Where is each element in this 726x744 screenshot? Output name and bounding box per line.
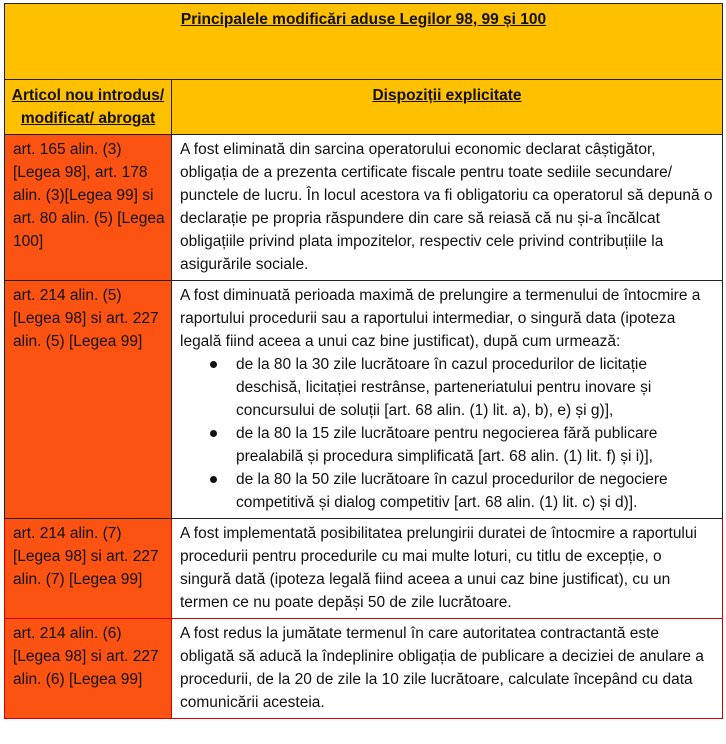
list-item: de la 80 la 50 zile lucrătoare în cazul procedurilor de negociere competitivă și dialog competitiv [art. 68 alin. (1) lit. c) și d)].: [236, 468, 714, 514]
provision-cell: [172, 281, 723, 519]
provision-cell: A fost implementată posibilitatea prelungirii duratei de întocmire a raportului procedurii pentru procedurile cu mai multe loturi, cu titlu de excepție, o singură dată (ipoteza legală fiind aceea a unui caz bine justificat), cu un termen ce nu poate depăși 50 de zile lucrătoare.: [172, 519, 723, 619]
title-cell: [5, 4, 723, 80]
document-page: [4, 3, 722, 719]
table-row: [5, 519, 723, 619]
table-title: Principalele modificări aduse Legilor 98, 99 și 100: [180, 11, 547, 28]
provision-text: A fost diminuată perioada maximă de prelungire a termenului de întocmire a raportului procedurii sau a raportului intermediar, o singură data (ipoteza legală fiind aceea a unui caz bine justificat), după cum urmează:: [180, 287, 701, 350]
header-provisions: Dispoziții explicitate: [172, 80, 723, 135]
provision-cell: A fost redus la jumătate termenul în care autoritatea contractantă este obligată să aducă la îndeplinire obligația de publicare a deciziei de anulare a procedurii, de la 20 de zile la 10 zile lucrătoare, calculate începând cu data comunicării acesteia.: [172, 619, 723, 719]
article-cell: art. 214 alin. (7) [Legea 98] si art. 227 alin. (7) [Legea 99]: [5, 519, 172, 619]
list-item: de la 80 la 30 zile lucrătoare în cazul procedurilor de licitație deschisă, licitației restrânse, parteneriatului pentru inovare și concursului de soluții [art. 68 alin. (1) lit. a), b), e) și g)],: [236, 353, 714, 422]
provision-cell: A fost eliminată din sarcina operatorului economic declarat câștigător, obligația de a prezenta certificate fiscale pentru toate sediile secundare/ punctele de lucru. În locul acestora va fi obligatoriu ca operatorul să depună o declarație pe propria răspundere din care să reiasă că nu și-a încălcat obligațiile privind plata impozitelor, respectiv cele privind contribuțiile la asigurările sociale.: [172, 135, 723, 281]
article-cell: art. 214 alin. (6) [Legea 98] si art. 227 alin. (6) [Legea 99]: [5, 619, 172, 719]
article-cell: art. 214 alin. (5) [Legea 98] si art. 227 alin. (5) [Legea 99]: [5, 281, 172, 519]
title-row: [5, 4, 723, 80]
table-row: [5, 135, 723, 281]
header-article: Articol nou introdus/ modificat/ abrogat: [5, 80, 172, 135]
table-row: [5, 281, 723, 519]
header-row: [5, 80, 723, 135]
bullet-list: [180, 353, 714, 514]
modifications-table: [4, 3, 723, 719]
list-item: de la 80 la 15 zile lucrătoare pentru negocierea fără publicare prealabilă și procedura simplificată [art. 68 alin. (1) lit. f) și i)],: [236, 422, 714, 468]
table-row: [5, 619, 723, 719]
article-cell: art. 165 alin. (3) [Legea 98], art. 178 alin. (3)[Legea 99] si art. 80 alin. (5) [Legea 100]: [5, 135, 172, 281]
